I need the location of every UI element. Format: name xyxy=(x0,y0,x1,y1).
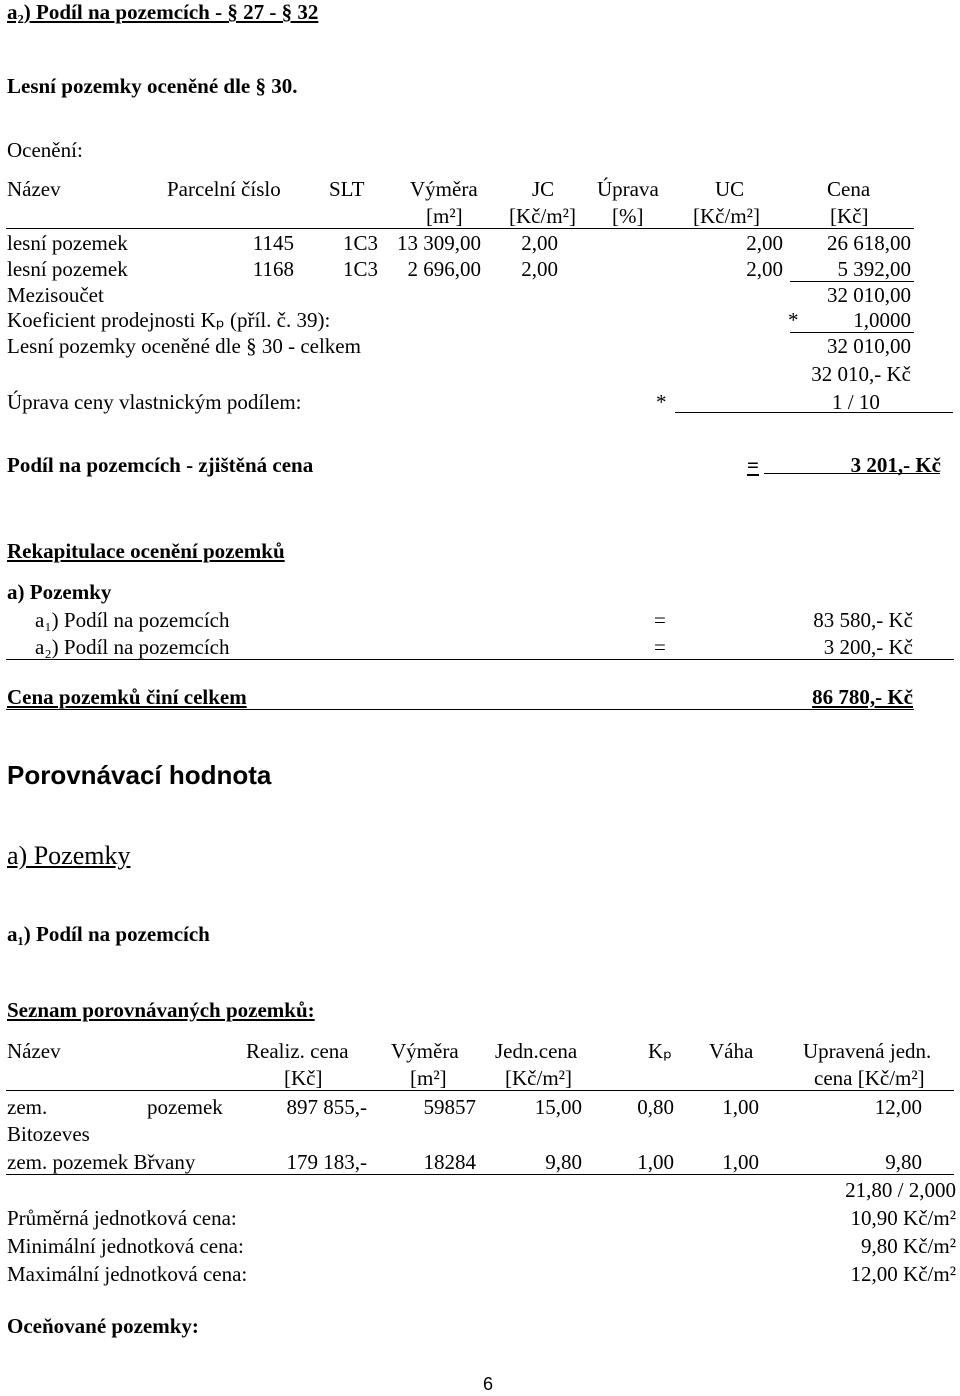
rekap-item-op: = xyxy=(654,608,666,632)
page-number: 6 xyxy=(483,1374,494,1394)
koeficient-op: * xyxy=(788,308,799,332)
cmp-row-vymera: 18284 xyxy=(423,1150,476,1174)
cmp-col-realiz: Realiz. cena xyxy=(246,1039,349,1063)
col-uc: UC xyxy=(715,177,745,201)
cmp-row-vaha: 1,00 xyxy=(722,1150,759,1174)
seznam-heading: Seznam porovnávaných pozemků: xyxy=(7,998,315,1022)
cmp-row-upr: 12,00 xyxy=(874,1095,922,1119)
cmp-col-vaha: Váha xyxy=(709,1039,754,1063)
cmp-col-vymera-unit: [m²] xyxy=(410,1066,447,1090)
col-vymera: Výměra xyxy=(410,177,478,201)
uprava-podil-value: 1 / 10 xyxy=(832,390,880,414)
maximalni-value: 12,00 Kč/m² xyxy=(850,1262,956,1286)
cmp-row-nazev: zem. pozemek Břvany xyxy=(7,1150,196,1174)
zjistena-rule xyxy=(764,473,940,474)
porovnavaci-heading: Porovnávací hodnota xyxy=(7,760,272,790)
rekap-item-op: = xyxy=(654,635,666,659)
row-cena: 5 392,00 xyxy=(837,257,911,281)
cmp-row-vymera: 59857 xyxy=(423,1095,476,1119)
cmp-row-nazev: Bitozeves xyxy=(7,1122,90,1146)
col-uprava-unit: [%] xyxy=(612,204,644,228)
rekap-item-label: a₂) Podíl na pozemcích xyxy=(35,635,230,659)
cmp-col-upr-unit: cena [Kč/m²] xyxy=(814,1066,925,1090)
cmp-col-jedn-unit: [Kč/m²] xyxy=(505,1066,572,1090)
oceneni-label: Ocenění: xyxy=(7,138,83,162)
rekap-item-value: 83 580,- Kč xyxy=(813,608,913,632)
cmp-col-realiz-unit: [Kč] xyxy=(284,1066,323,1090)
row-jc: 2,00 xyxy=(521,257,558,281)
cmp-col-kp: Kₚ xyxy=(648,1039,673,1063)
mezisoucet-label: Mezisoučet xyxy=(7,283,104,307)
row-parcelni: 1145 xyxy=(252,231,294,255)
col-cena-unit: [Kč] xyxy=(830,204,869,228)
col-nazev: Název xyxy=(7,177,61,201)
cmp-row-upr: 9,80 xyxy=(885,1150,922,1174)
celkem-value: 32 010,00 xyxy=(827,334,911,358)
row-uc: 2,00 xyxy=(746,257,783,281)
uprava-podil-rule xyxy=(675,412,953,413)
rekap-item-label: a₁) Podíl na pozemcích xyxy=(35,608,230,632)
rekap-total-label: Cena pozemků činí celkem xyxy=(7,685,247,709)
minimalni-value: 9,80 Kč/m² xyxy=(861,1234,956,1258)
row-vymera: 2 696,00 xyxy=(407,257,481,281)
cmp-row-nazev: pozemek xyxy=(147,1095,223,1119)
col-slt: SLT xyxy=(329,177,365,201)
col-parcelni: Parcelní číslo xyxy=(167,177,281,201)
subtotal-rule xyxy=(790,281,914,282)
prumerna-label: Průměrná jednotková cena: xyxy=(7,1206,237,1230)
cmp-row-realiz: 179 183,- xyxy=(286,1150,367,1174)
cmp-col-vymera: Výměra xyxy=(391,1039,459,1063)
col-uc-unit: [Kč/m²] xyxy=(693,204,760,228)
cmp-sum-value: 21,80 / 2,000 xyxy=(845,1178,956,1202)
uprava-podil-op: * xyxy=(656,390,667,414)
row-cena: 26 618,00 xyxy=(827,231,911,255)
row-vymera: 13 309,00 xyxy=(397,231,481,255)
col-jc: JC xyxy=(532,177,555,201)
porovnavaci-sub2: a₁) Podíl na pozemcích xyxy=(7,922,210,946)
rekapitulace-heading: Rekapitulace ocenění pozemků xyxy=(7,539,285,563)
porovnavaci-sub: a) Pozemky xyxy=(7,841,131,870)
zjistena-label: Podíl na pozemcích - zjištěná cena xyxy=(7,453,314,477)
row-uc: 2,00 xyxy=(746,231,783,255)
minimalni-label: Minimální jednotková cena: xyxy=(7,1234,244,1258)
cmp-col-jedn: Jedn.cena xyxy=(495,1039,578,1063)
cmp-row-realiz: 897 855,- xyxy=(286,1095,367,1119)
col-uprava: Úprava xyxy=(597,177,659,201)
cmp-row-kp: 0,80 xyxy=(637,1095,674,1119)
rekap-total-rule xyxy=(6,709,914,710)
cmp-row-jedn: 9,80 xyxy=(545,1150,582,1174)
prumerna-value: 10,90 Kč/m² xyxy=(850,1206,956,1230)
row-nazev: lesní pozemek xyxy=(7,231,128,255)
row-parcelni: 1168 xyxy=(252,257,294,281)
cmp-col-nazev: Název xyxy=(7,1039,61,1063)
section-heading-a2: a₂) Podíl na pozemcích - § 27 - § 32 xyxy=(7,0,319,24)
cmp-row-kp: 1,00 xyxy=(637,1150,674,1174)
rekap-total-value: 86 780,- Kč xyxy=(812,685,913,709)
col-cena: Cena xyxy=(827,177,871,201)
col-vymera-unit: [m²] xyxy=(426,204,463,228)
zjistena-value: 3 201,- Kč xyxy=(850,453,941,477)
cmp-row-nazev: zem. xyxy=(7,1095,48,1119)
koeficient-value: 1,0000 xyxy=(853,308,911,332)
uprava-podil-label: Úprava ceny vlastnickým podílem: xyxy=(7,390,302,414)
cmp-header-rule xyxy=(6,1090,954,1091)
table-header-rule xyxy=(6,228,914,229)
cmp-col-upr: Upravená jedn. xyxy=(803,1039,932,1063)
cmp-row-jedn: 15,00 xyxy=(534,1095,582,1119)
col-jc-unit: [Kč/m²] xyxy=(509,204,576,228)
subheading-lesni: Lesní pozemky oceněné dle § 30. xyxy=(7,74,298,98)
rekap-rule xyxy=(6,659,954,660)
ocenovane-label: Oceňované pozemky: xyxy=(7,1314,199,1338)
koeficient-label: Koeficient prodejnosti Kₚ (příl. č. 39): xyxy=(7,308,331,332)
row-slt: 1C3 xyxy=(342,231,378,255)
row-nazev: lesní pozemek xyxy=(7,257,128,281)
zjistena-op: = xyxy=(747,453,759,477)
cmp-rows-rule xyxy=(6,1174,954,1175)
rekapitulace-sub: a) Pozemky xyxy=(7,580,112,604)
row-jc: 2,00 xyxy=(521,231,558,255)
celkem-kc: 32 010,- Kč xyxy=(811,362,911,386)
row-slt: 1C3 xyxy=(342,257,378,281)
koeficient-rule xyxy=(790,332,914,333)
rekap-item-value: 3 200,- Kč xyxy=(823,635,913,659)
maximalni-label: Maximální jednotková cena: xyxy=(7,1262,248,1286)
celkem-label: Lesní pozemky oceněné dle § 30 - celkem xyxy=(7,334,361,358)
mezisoucet-value: 32 010,00 xyxy=(827,283,911,307)
cmp-row-vaha: 1,00 xyxy=(722,1095,759,1119)
